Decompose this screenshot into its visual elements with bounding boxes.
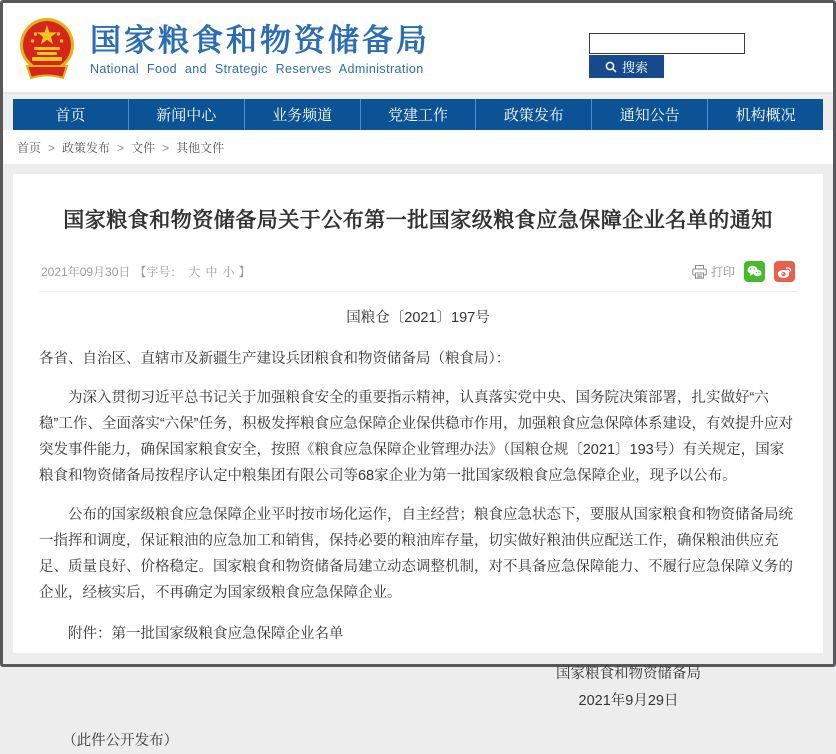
fontsize-prefix: 【字号： [134,265,183,279]
signature-block [556,661,701,715]
search-area [589,33,745,78]
doc-paragraph-1: 为深入贯彻习近平总书记关于加强粮食安全的重要指示精神，认真落实党中央、国务院决策部署，扎实做好“六稳”工作、全面落实“六保”任务，积极发挥粮食应急保障企业保供稳市作用，加强粮食应急保障体系建设，有效提升应对突发事件能力，确保国家粮食安全，按照《粮食应急保障企业管理办法》（国粮仓规〔2021〕193号）有关规定，国家粮食和物资储备局按程序认定中粮集团有限公司等68家企业为第一批国家级粮食应急保障企业，现予以公布。 [39,390,793,484]
search-input[interactable] [589,33,745,54]
fontsize-suffix: 】 [238,265,251,279]
nav-item-news[interactable]: 新闻中心 [128,99,244,130]
nav-item-notice[interactable]: 通知公告 [591,99,707,130]
print-label: 打印 [710,265,735,279]
doc-number: 国粮仓〔2021〕197号 [346,310,490,326]
national-emblem-icon [17,16,77,82]
site-header [3,3,833,94]
printer-icon [692,265,707,279]
print-button[interactable] [692,263,735,280]
breadcrumb-policy[interactable]: 政策发布 [62,141,111,155]
article-meta-row [39,261,797,292]
breadcrumb-files[interactable]: 文件 [131,141,156,155]
site-title-block [90,23,430,76]
breadcrumb-separator: > [162,140,170,155]
share-wechat-button[interactable] [744,261,765,282]
nav-item-policy[interactable]: 政策发布 [475,99,591,130]
publish-date: 2021年09月30日 [41,265,131,279]
breadcrumb-separator: > [48,140,56,155]
fontsize-large[interactable]: 大 [188,265,201,279]
nav-item-business[interactable]: 业务频道 [244,99,360,130]
wechat-icon [747,265,762,278]
fontsize-medium[interactable]: 中 [205,265,218,279]
article-meta-left [41,263,250,280]
weibo-icon [777,265,792,279]
article-card [13,174,823,749]
article-meta-right [692,261,795,282]
search-icon [605,61,617,73]
attachment-link[interactable]: 附件：第一批国家级粮食应急保障企业名单 [68,626,344,642]
search-button[interactable] [589,55,664,78]
fontsize-options [188,263,234,280]
breadcrumb-home[interactable]: 首页 [17,141,42,155]
search-button-label: 搜索 [621,60,648,75]
site-subtitle: National Food and Strategic Reserves Administration [90,61,424,76]
signature-name: 国家粮食和物资储备局 [556,666,701,682]
public-release-note: （此件公开发布） [62,733,179,749]
nav-item-about[interactable]: 机构概况 [707,99,823,130]
breadcrumb-separator: > [117,140,125,155]
breadcrumb-other-files[interactable]: 其他文件 [176,141,225,155]
doc-salutation: 各省、自治区、直辖市及新疆生产建设兵团粮食和物资储备局（粮食局）： [39,351,511,367]
share-weibo-button[interactable] [774,261,795,282]
signature-date: 2021年9月29日 [578,693,679,709]
nav-item-home[interactable]: 首页 [55,107,86,124]
nav-item-party[interactable]: 党建工作 [360,99,476,130]
site-title: 国家粮食和物资储备局 [90,22,430,58]
main-nav [13,99,823,130]
doc-paragraph-2: 公布的国家级粮食应急保障企业平时按市场化运作，自主经营；粮食应急状态下，要服从国家粮食和物资储备局统一指挥和调度，保证粮油的应急加工和销售，保持必要的粮油库存量，切实做好粮油供应配送工作，确保粮油供应充足、质量良好、价格稳定。国家粮食和物资储备局建立动态调整机制，对不具备应急保障能力、不履行应急保障义务的企业，经核实后，不再确定为国家级粮食应急保障企业。 [39,507,793,601]
document-body [39,305,797,754]
fontsize-small[interactable]: 小 [222,265,235,279]
breadcrumb [3,130,833,164]
page-title: 国家粮食和物资储备局关于公布第一批国家级粮食应急保障企业名单的通知 [63,209,773,232]
